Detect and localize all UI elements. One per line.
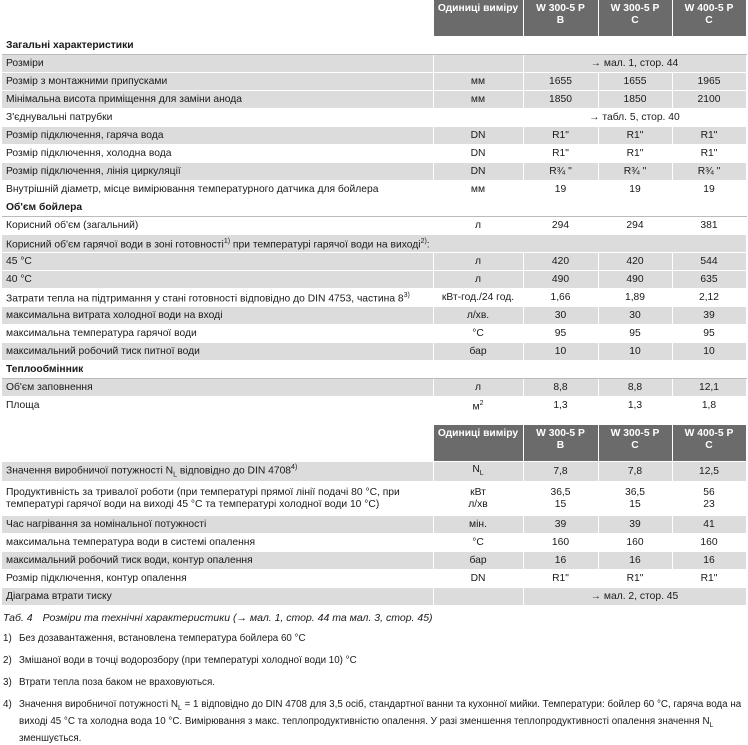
footnote-number: 2) <box>3 655 12 667</box>
table-row <box>2 534 746 552</box>
footnote-text: Втрати тепла поза баком не враховуються. <box>19 677 215 689</box>
header-model-2-text: W 300-5 P C <box>610 3 660 26</box>
row-value: R¾ " <box>598 163 672 181</box>
row-value: 490 <box>523 271 598 289</box>
subscript: L <box>709 722 714 730</box>
row-value: 10 <box>523 343 598 361</box>
subscript: L <box>173 471 177 479</box>
table-row <box>2 588 746 606</box>
row-label: Розмір підключення, гаряча вода <box>2 127 433 145</box>
row-label: Корисний об'єм (загальний) <box>2 217 433 235</box>
table-row <box>2 552 746 570</box>
footnote-text-part: Значення виробничої потужності N <box>19 699 178 711</box>
row-reference: → табл. 5, стор. 40 <box>523 109 746 127</box>
row-value: 1655 <box>598 73 672 91</box>
row-unit: DN <box>433 145 523 163</box>
spec-table-1 <box>2 0 747 415</box>
unit-sub: L <box>479 469 484 477</box>
row-value: 95 <box>598 325 672 343</box>
table-row <box>2 181 746 199</box>
row-unit: бар <box>433 552 523 570</box>
row-value: 30 <box>523 307 598 325</box>
row-value: 1850 <box>598 91 672 109</box>
row-label <box>2 289 433 307</box>
row-value: R1" <box>672 145 746 163</box>
table-row <box>2 91 746 109</box>
footnote-text <box>19 698 748 745</box>
row-value: 381 <box>672 217 746 235</box>
row-label-part: Корисний об'єм гарячої води в зоні готовності <box>6 239 224 251</box>
row-unit: DN <box>433 570 523 588</box>
row-unit: DN <box>433 163 523 181</box>
row-value: 160 <box>523 534 598 552</box>
row-value: 420 <box>598 253 672 271</box>
footnote-ref: 3) <box>403 291 410 299</box>
row-label-part: : <box>426 239 430 251</box>
row-value: 294 <box>598 217 672 235</box>
footnotes <box>3 632 748 745</box>
section-volume: Об'єм бойлера <box>2 199 746 217</box>
row-value: R1" <box>672 570 746 588</box>
row-unit: DN <box>433 127 523 145</box>
footnote <box>3 632 748 645</box>
row-value: 1,89 <box>598 289 672 307</box>
row-label: 45 °C <box>2 253 433 271</box>
row-value: 16 <box>523 552 598 570</box>
row-value: 19 <box>598 181 672 199</box>
row-value: R1" <box>672 127 746 145</box>
row-value: 1965 <box>672 73 746 91</box>
header-model-3-text: W 400-5 P C <box>684 3 734 26</box>
table-row <box>2 343 746 361</box>
table-row <box>2 55 746 73</box>
row-unit: мм <box>433 73 523 91</box>
row-value: 39 <box>672 307 746 325</box>
row-label: Розмір підключення, лінія циркуляції <box>2 163 433 181</box>
spec-table-2 <box>2 425 747 606</box>
row-value: R1" <box>598 570 672 588</box>
row-unit: мм <box>433 181 523 199</box>
unit-text: N <box>472 463 480 475</box>
row-value: 294 <box>523 217 598 235</box>
row-value: 10 <box>598 343 672 361</box>
row-value: R¾ " <box>672 163 746 181</box>
section-heat-exchanger: Теплообмінник <box>2 361 746 379</box>
row-reference: → мал. 2, стор. 45 <box>523 588 746 606</box>
row-value: 7,8 <box>598 462 672 482</box>
row-value: 420 <box>523 253 598 271</box>
row-label: максимальний робочий тиск питної води <box>2 343 433 361</box>
table-row <box>2 482 746 516</box>
row-label: Мінімальна висота приміщення для заміни анода <box>2 91 433 109</box>
row-label-part: при температурі гарячої води на виході <box>230 239 421 251</box>
row-label <box>2 462 433 482</box>
table-row <box>2 289 746 307</box>
row-value: 160 <box>672 534 746 552</box>
footnote-text: Змішаної води в точці водорозбору (при температурі холодної води 10) °C <box>19 655 357 667</box>
row-label: Розмір з монтажними припусками <box>2 73 433 91</box>
row-value: R¾ " <box>523 163 598 181</box>
table-row <box>2 253 746 271</box>
row-label: максимальний робочий тиск води, контур опалення <box>2 552 433 570</box>
row-value: 1655 <box>523 73 598 91</box>
row-value: 16 <box>672 552 746 570</box>
header-model-1 <box>523 0 598 37</box>
row-unit: мм <box>433 91 523 109</box>
unit-sup: 2 <box>479 399 484 407</box>
table-row <box>2 379 746 397</box>
header-model-2 <box>598 425 672 462</box>
footnote-number: 1) <box>3 633 12 645</box>
row-value: 95 <box>672 325 746 343</box>
table-row <box>2 73 746 91</box>
table-row <box>2 163 746 181</box>
row-unit: кВт-год./24 год. <box>433 289 523 307</box>
footnote-ref: 4) <box>291 464 298 471</box>
row-value: 1,3 <box>523 397 598 415</box>
footnote-text-part: зменшується. <box>19 733 82 745</box>
row-value: R1" <box>598 145 672 163</box>
footnote <box>3 676 748 689</box>
row-value: 10 <box>672 343 746 361</box>
table-row <box>2 516 746 534</box>
row-reference: → мал. 1, стор. 44 <box>523 55 746 73</box>
table-row <box>2 462 746 482</box>
header-model-3 <box>672 0 746 37</box>
row-unit: °C <box>433 534 523 552</box>
row-label: Об'єм заповнення <box>2 379 433 397</box>
row-label: максимальна витрата холодної води на вході <box>2 307 433 325</box>
row-value: 544 <box>672 253 746 271</box>
row-label: максимальна температура гарячої води <box>2 325 433 343</box>
row-value: 30 <box>598 307 672 325</box>
table-row <box>2 271 746 289</box>
table-row <box>2 127 746 145</box>
header-unit: Одиниці виміру <box>433 0 523 37</box>
table-row <box>2 325 746 343</box>
row-value: 12,5 <box>672 462 746 482</box>
row-value: 39 <box>523 516 598 534</box>
row-unit: мін. <box>433 516 523 534</box>
row-value: 41 <box>672 516 746 534</box>
row-label: З'єднувальні патрубки <box>2 109 433 127</box>
footnote <box>3 698 748 745</box>
footnote-text: Без дозавантаження, встановлена температура бойлера 60 °C <box>19 633 306 645</box>
row-value: 36,5 15 <box>523 482 598 516</box>
table-row <box>2 235 746 253</box>
row-label-part: Затрати тепла на підтримання у стані готовності відповідно до DIN 4753, частина 8 <box>6 293 404 305</box>
row-label-part: відповідно до DIN 4708 <box>176 465 292 477</box>
row-value: 2,12 <box>672 289 746 307</box>
footnote-ref: 2) <box>420 237 427 245</box>
row-value: 39 <box>598 516 672 534</box>
row-label: Площа <box>2 397 433 415</box>
header-row <box>2 425 746 462</box>
row-unit: °C <box>433 325 523 343</box>
row-label: Внутрішній діаметр, місце вимірювання температурного датчика для бойлера <box>2 181 433 199</box>
row-label: Розмір підключення, холодна вода <box>2 145 433 163</box>
row-label: Час нагрівання за номінальної потужності <box>2 516 433 534</box>
row-label-part: Значення виробничої потужності N <box>6 465 174 477</box>
row-value: 8,8 <box>523 379 598 397</box>
row-value: 36,5 15 <box>598 482 672 516</box>
row-label: Продуктивність за тривалої роботи (при температурі прямої лінії подачі 80 °C, при температурі гарячої води на виході 45 °C та температурі холодної води 10 °C) <box>2 482 433 516</box>
row-value: 19 <box>672 181 746 199</box>
table-row <box>2 217 746 235</box>
row-unit: л <box>433 271 523 289</box>
row-unit: кВт л/хв <box>433 482 523 516</box>
footnote-number: 3) <box>3 677 12 689</box>
section-general: Загальні характеристики <box>2 37 746 55</box>
row-value: 2100 <box>672 91 746 109</box>
caption-number: Таб. 4 <box>3 612 33 625</box>
row-value: R1" <box>598 127 672 145</box>
footnote <box>3 654 748 667</box>
table-row <box>2 570 746 588</box>
row-unit: л <box>433 253 523 271</box>
unit-text: м <box>472 401 480 413</box>
header-model-1-text: W 300-5 P B <box>536 428 585 451</box>
row-unit <box>433 462 523 482</box>
table-row <box>2 109 746 127</box>
row-unit: л/хв. <box>433 307 523 325</box>
row-unit <box>433 397 523 415</box>
row-value: 635 <box>672 271 746 289</box>
row-value: R1" <box>523 127 598 145</box>
row-unit: л <box>433 217 523 235</box>
row-value: 56 23 <box>672 482 746 516</box>
table-caption <box>3 612 748 624</box>
footnote-ref: 1) <box>223 237 231 245</box>
row-value: 1850 <box>523 91 598 109</box>
header-model-3-text: W 400-5 P C <box>684 428 734 451</box>
row-value: 1,66 <box>523 289 598 307</box>
row-label <box>2 235 746 253</box>
header-model-2-text: W 300-5 P C <box>610 428 660 451</box>
row-label: максимальна температура води в системі опалення <box>2 534 433 552</box>
row-value: 8,8 <box>598 379 672 397</box>
row-label: Розміри <box>2 55 433 73</box>
row-label: Розмір підключення, контур опалення <box>2 570 433 588</box>
row-value: 1,8 <box>672 397 746 415</box>
table-row <box>2 145 746 163</box>
subscript: L <box>177 705 182 713</box>
footnote-text-part: = 1 відповідно до DIN 4708 для 3,5 осіб, стандартної ванни та кухонної мийки. Температури: бойлер 60 °C, гаряча вода на виході 45 °C та холодна вода 10 °C. Вимірювання з макс. теплопродуктивністю опалення. У разі зменшення теплопродуктивності опалення значення N <box>19 699 742 728</box>
table-row <box>2 397 746 415</box>
row-unit: бар <box>433 343 523 361</box>
header-model-1 <box>523 425 598 462</box>
row-value: 12,1 <box>672 379 746 397</box>
row-unit: л <box>433 379 523 397</box>
row-value: R1" <box>523 570 598 588</box>
table-row <box>2 307 746 325</box>
header-model-3 <box>672 425 746 462</box>
row-label: 40 °C <box>2 271 433 289</box>
row-value: 95 <box>523 325 598 343</box>
row-value: 7,8 <box>523 462 598 482</box>
row-value: 1,3 <box>598 397 672 415</box>
header-model-1-text: W 300-5 P B <box>536 3 585 26</box>
header-model-2 <box>598 0 672 37</box>
header-unit: Одиниці виміру <box>433 425 523 462</box>
row-value: 490 <box>598 271 672 289</box>
header-row <box>2 0 746 37</box>
footnote-number: 4) <box>3 699 12 711</box>
row-value: 160 <box>598 534 672 552</box>
row-label: Діаграма втрати тиску <box>2 588 433 606</box>
row-value: 16 <box>598 552 672 570</box>
caption-text: Розміри та технічні характеристики (→ мал. 1, стор. 44 та мал. 3, стор. 45) <box>42 612 433 625</box>
row-value: R1" <box>523 145 598 163</box>
row-value: 19 <box>523 181 598 199</box>
